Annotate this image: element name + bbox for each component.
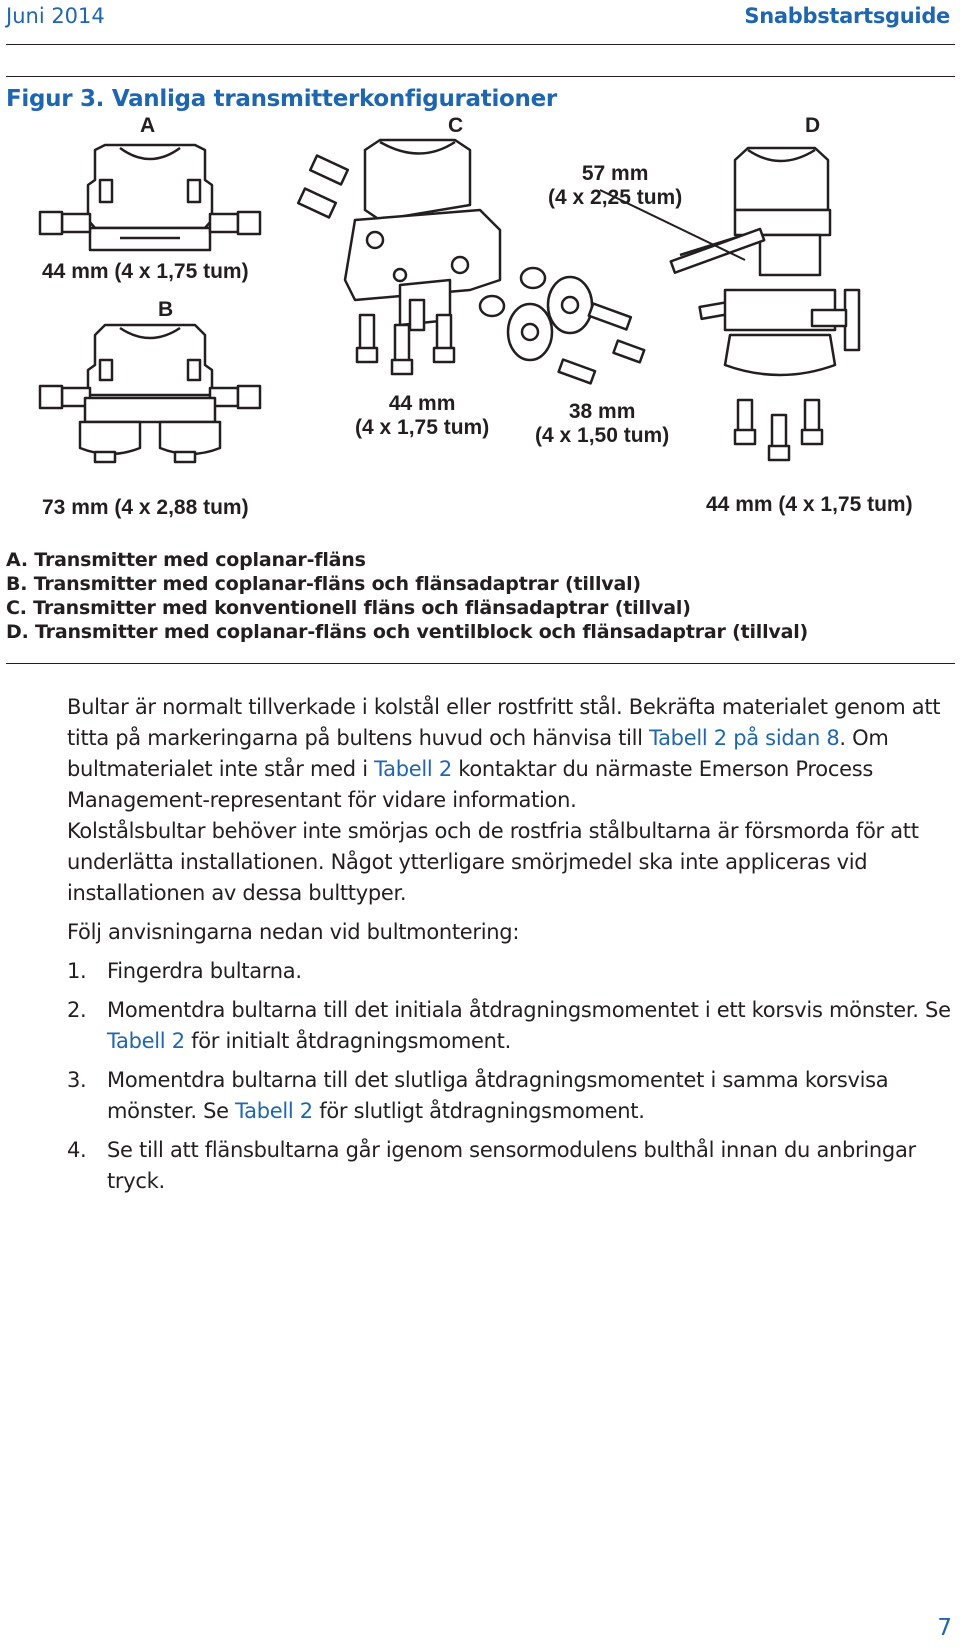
step-text: Momentdra bultarna till det initiala åtdragningsmomentet i ett korsvis mönster. Se <box>107 998 951 1022</box>
step-text: Fingerdra bultarna. <box>107 959 302 983</box>
table-2-link[interactable]: Tabell 2 <box>107 1029 185 1053</box>
label-c: C <box>448 114 464 137</box>
dimension-d-top-mm: 57 mm <box>581 162 649 185</box>
flange-adapters-drawing <box>480 268 644 383</box>
header-date: Juni 2014 <box>6 4 105 28</box>
dimension-c <box>355 392 489 440</box>
dimension-c2-in: (4 x 1,50 tum) <box>535 424 670 447</box>
figure-legend <box>6 548 946 644</box>
dimension-c2-mm: 38 mm <box>568 400 636 423</box>
step-text: för initialt åtdragningsmoment. <box>184 1029 511 1053</box>
header-guide-title: Snabbstartsguide <box>744 4 950 28</box>
body-text <box>67 692 957 1197</box>
label-a: A <box>140 114 156 137</box>
bolting-steps-list <box>67 956 957 1197</box>
paragraph-lubrication: Kolstålsbultar behöver inte smörjas och de rostfria stålbultarna är försmorda för att underlätta installationen. Något ytterligare smörjmedel ska inte appliceras vid installationen av dessa bulttyper. <box>67 819 919 905</box>
step-number: 3. <box>67 1068 87 1092</box>
step-number: 1. <box>67 959 87 983</box>
legend-item-b: B. Transmitter med coplanar-fläns och flänsadaptrar (tillval) <box>6 573 641 595</box>
figure-top-rule <box>6 76 955 77</box>
step-number: 2. <box>67 998 87 1022</box>
legend-item-d: D. Transmitter med coplanar-fläns och ventilblock och flänsadaptrar (tillval) <box>6 621 808 643</box>
transmitter-c-drawing <box>298 140 500 374</box>
figure-title: Figur 3. Vanliga transmitterkonfigurationer <box>6 86 557 112</box>
list-item <box>67 956 957 987</box>
dimension-d-top <box>548 162 682 210</box>
transmitter-a-drawing <box>40 145 260 250</box>
paragraph-instructions-intro: Följ anvisningarna nedan vid bultmontering: <box>67 920 520 944</box>
list-item <box>67 995 957 1057</box>
paragraph-text: kontaktar du närmaste Emerson Process Management-representant för vidare information. <box>67 757 873 812</box>
step-text: för slutligt åtdragningsmoment. <box>312 1099 645 1123</box>
dimension-c-mm: 44 mm <box>388 392 456 415</box>
figure-illustration <box>0 110 960 524</box>
dimension-d-top-in: (4 x 2,25 tum) <box>548 186 683 209</box>
header-rule <box>6 44 955 45</box>
list-item <box>67 1065 957 1127</box>
step-number: 4. <box>67 1138 87 1162</box>
transmitter-d-drawing <box>671 148 859 460</box>
dimension-a: 44 mm (4 x 1,75 tum) <box>42 260 249 283</box>
dimension-d-bottom: 44 mm (4 x 1,75 tum) <box>706 493 913 516</box>
table-2-link[interactable]: Tabell 2 på sidan 8 <box>649 726 840 750</box>
list-item <box>67 1135 957 1197</box>
transmitter-drawing <box>0 110 960 520</box>
table-2-link[interactable]: Tabell 2 <box>374 757 452 781</box>
table-2-link[interactable]: Tabell 2 <box>235 1099 313 1123</box>
label-b: B <box>158 298 174 321</box>
legend-item-a: A. Transmitter med coplanar-fläns <box>6 549 366 571</box>
label-d: D <box>805 114 821 137</box>
dimension-c2 <box>535 400 669 448</box>
dimension-b: 73 mm (4 x 2,88 tum) <box>42 496 249 519</box>
step-text: Se till att flänsbultarna går igenom sensormodulens bulthål innan du anbringar tryck. <box>107 1138 916 1193</box>
figure-bottom-rule <box>6 663 955 664</box>
legend-item-c: C. Transmitter med konventionell fläns och flänsadaptrar (tillval) <box>6 597 691 619</box>
paragraph-text: Bultar är normalt tillverkade i kolstål eller rostfritt stål. Bekräfta materialet genom att titta på markeringarna på bultens huvud och hänvisa till <box>67 695 941 750</box>
paragraph-bolt-material <box>67 692 957 816</box>
paragraph-text: . Om bultmaterialet inte står med i <box>67 726 889 781</box>
dimension-c-in: (4 x 1,75 tum) <box>355 416 490 439</box>
transmitter-b-drawing <box>40 325 260 462</box>
step-text: Momentdra bultarna till det slutliga åtdragningsmomentet i samma korsvisa mönster. Se <box>107 1068 889 1123</box>
page-number: 7 <box>937 1615 952 1641</box>
